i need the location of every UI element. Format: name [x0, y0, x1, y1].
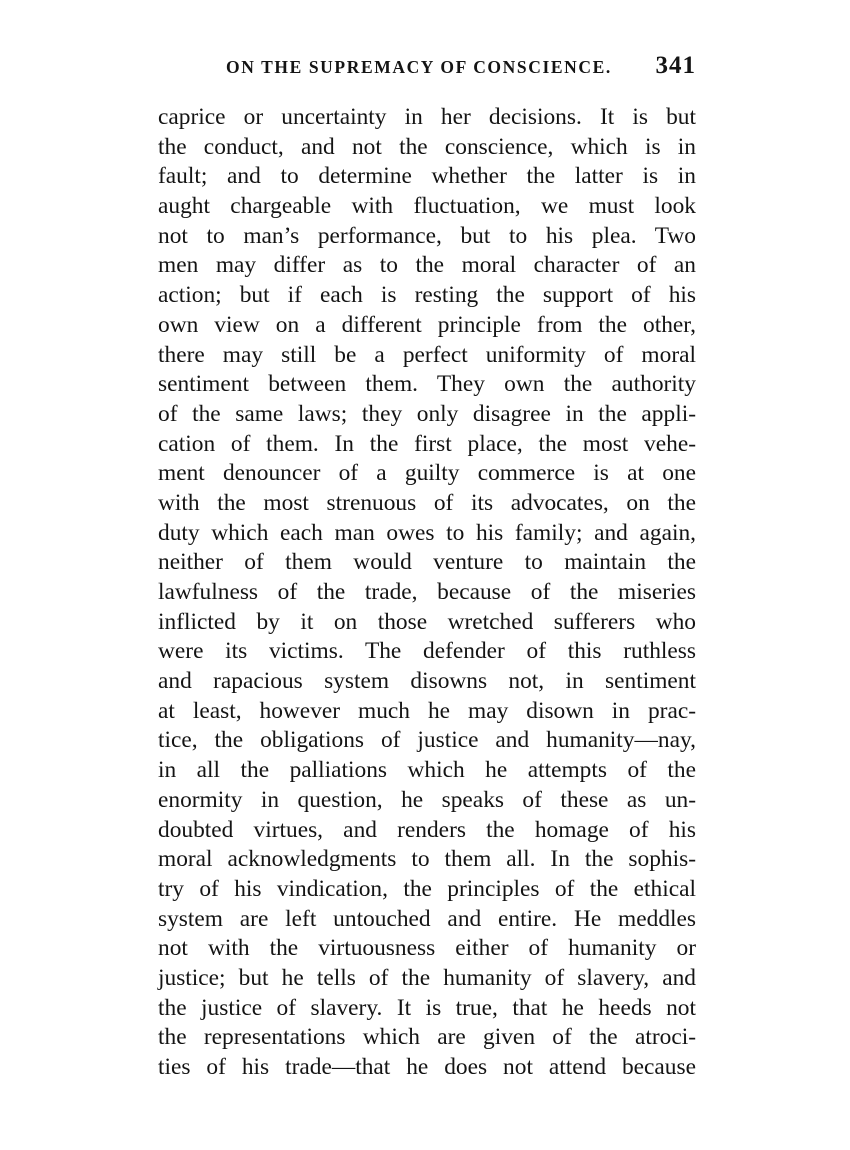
text-line: in all the palliations which he attempts of the: [158, 757, 696, 784]
text-line: own view on a different principle from the other,: [158, 311, 696, 338]
text-line: cation of them. In the first place, the most vehe-: [158, 430, 696, 457]
text-line: tice, the obligations of justice and humanity—nay,: [158, 727, 696, 754]
text-line: not to man’s performance, but to his plea. Two: [158, 222, 696, 249]
text-line: ment denouncer of a guilty commerce is at one: [158, 460, 696, 487]
text-line: aught chargeable with fluctuation, we must look: [158, 193, 696, 220]
text-line: the representations which are given of the atroci-: [158, 1024, 696, 1051]
text-line: not with the virtuousness either of humanity or: [158, 935, 696, 962]
text-line: justice; but he tells of the humanity of slavery, and: [158, 964, 696, 991]
text-line: of the same laws; they only disagree in the appli-: [158, 400, 696, 427]
text-line: there may still be a perfect uniformity of moral: [158, 341, 696, 368]
text-line: fault; and to determine whether the latter is in: [158, 163, 696, 190]
text-line: moral acknowledgments to them all. In the sophis-: [158, 846, 696, 873]
text-line: and rapacious system disowns not, in sentiment: [158, 668, 696, 695]
text-line: the justice of slavery. It is true, that he heeds not: [158, 994, 696, 1021]
text-line: lawfulness of the trade, because of the miseries: [158, 579, 696, 605]
text-line: system are left untouched and entire. He meddles: [158, 905, 696, 932]
body-text: [158, 103, 696, 1083]
text-line: with the most strenuous of its advocates, on the: [158, 489, 696, 516]
text-line: the conduct, and not the conscience, which is in: [158, 133, 696, 160]
page-header: [158, 52, 696, 95]
running-head: ON THE SUPREMACY OF CONSCIENCE.: [226, 57, 612, 77]
text-line: ties of his trade—that he does not attend because: [158, 1054, 696, 1080]
text-line: at least, however much he may disown in prac-: [158, 697, 696, 724]
page-number: 341: [655, 52, 696, 79]
text-line: try of his vindication, the principles of the ethical: [158, 875, 696, 902]
text-line: caprice or uncertainty in her decisions. It is but: [158, 104, 696, 130]
text-line: sentiment between them. They own the authority: [158, 371, 696, 398]
text-line: enormity in question, he speaks of these as un-: [158, 786, 696, 813]
text-line: duty which each man owes to his family; and again,: [158, 519, 696, 546]
text-line: doubted virtues, and renders the homage of his: [158, 816, 696, 843]
text-line: action; but if each is resting the support of his: [158, 282, 696, 309]
text-line: neither of them would venture to maintain the: [158, 549, 696, 576]
text-line: inflicted by it on those wretched sufferers who: [158, 608, 696, 635]
text-line: were its victims. The defender of this ruthless: [158, 638, 696, 665]
text-line: men may differ as to the moral character of an: [158, 252, 696, 279]
